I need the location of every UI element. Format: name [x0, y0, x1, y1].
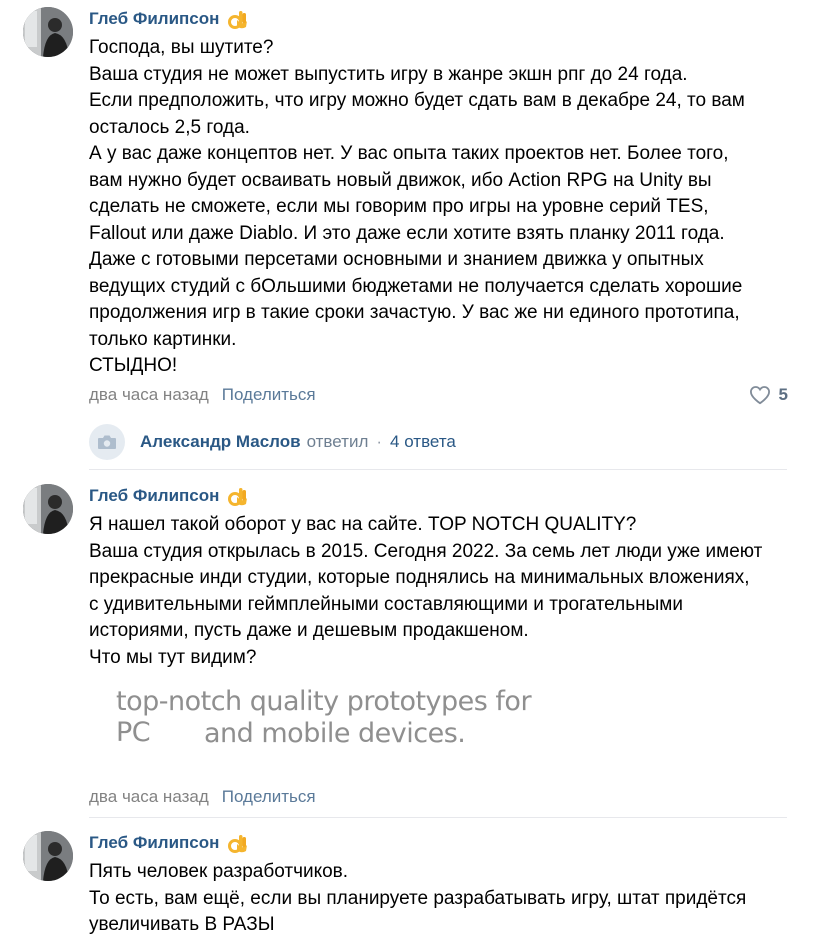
ok-hand-icon [227, 8, 249, 30]
share-button[interactable]: Поделиться [221, 787, 316, 806]
like-button[interactable] [749, 383, 788, 407]
share-button[interactable]: Поделиться [221, 385, 316, 404]
ok-hand-icon [227, 832, 249, 854]
image-text-line-1: top-notch quality prototypes for PC [116, 686, 532, 748]
divider [89, 817, 787, 818]
attached-image[interactable] [89, 680, 549, 760]
author-name[interactable]: Глеб Филипсон [89, 9, 220, 28]
replies-count-link[interactable]: 4 ответа [390, 432, 456, 451]
avatar[interactable] [23, 484, 73, 534]
author-line [89, 831, 249, 855]
reply-action: ответил [306, 432, 369, 451]
timestamp[interactable]: два часа назад [89, 787, 209, 806]
timestamp[interactable]: два часа назад [89, 385, 209, 404]
comment-text: Пять человек разработчиков. То есть, вам ещё, если вы планируете разрабатывать игру, штат придётся увеличивать В РАЗЫ [89, 861, 747, 935]
avatar[interactable] [23, 7, 73, 57]
comment-meta [89, 785, 316, 809]
heart-icon [749, 385, 771, 405]
divider [89, 469, 787, 470]
image-text-line-2: and mobile devices. [204, 718, 466, 749]
author-name[interactable]: Глеб Филипсон [89, 833, 220, 852]
avatar[interactable] [23, 831, 73, 881]
comment-text: Я нашел такой оборот у вас на сайте. TOP NOTCH QUALITY? Ваша студия открылась в 2015. Сегодня 2022. За семь лет люди уже имеют прекрасные инди студии, которые поднялись на минимальных вложениях, с удивительными геймплейными составляющими и трогательными историями, пусть даже и дешевым продакшеном. Что мы тут видим? [89, 514, 763, 668]
author-name[interactable]: Глеб Филипсон [89, 486, 220, 505]
comment-meta [89, 383, 316, 407]
camera-icon [97, 434, 117, 450]
author-line [89, 484, 249, 508]
separator: · [376, 432, 383, 451]
like-count: 5 [778, 385, 788, 404]
reply-avatar [89, 424, 125, 460]
ok-hand-icon [227, 485, 249, 507]
reply-author[interactable]: Александр Маслов [140, 432, 301, 451]
replies-summary[interactable] [89, 422, 456, 462]
author-line [89, 7, 249, 31]
comment-text: Господа, вы шутите? Ваша студия не может выпустить игру в жанре экшн рпг до 24 года. Если предположить, что игру можно будет сдать вам в декабре 24, то вам осталось 2,5 года. А у вас даже концептов нет. У вас опыта таких проектов нет. Более того, вам нужно будет осваивать новый движок, ибо Action RPG на Unity вы сделать не сможете, если мы говорим про игры на уровне серий TES, Fallout или даже Diablo. И это даже если хотите взять планку 2011 года. Даже с готовыми персетами основными и знанием движка у опытных ведущих студий с бОльшими бюджетами не получается сделать хорошие продолжения игр в такие сроки зачастую. У вас же ни единого прототипа, только картинки. СТЫДНО! [89, 37, 745, 376]
